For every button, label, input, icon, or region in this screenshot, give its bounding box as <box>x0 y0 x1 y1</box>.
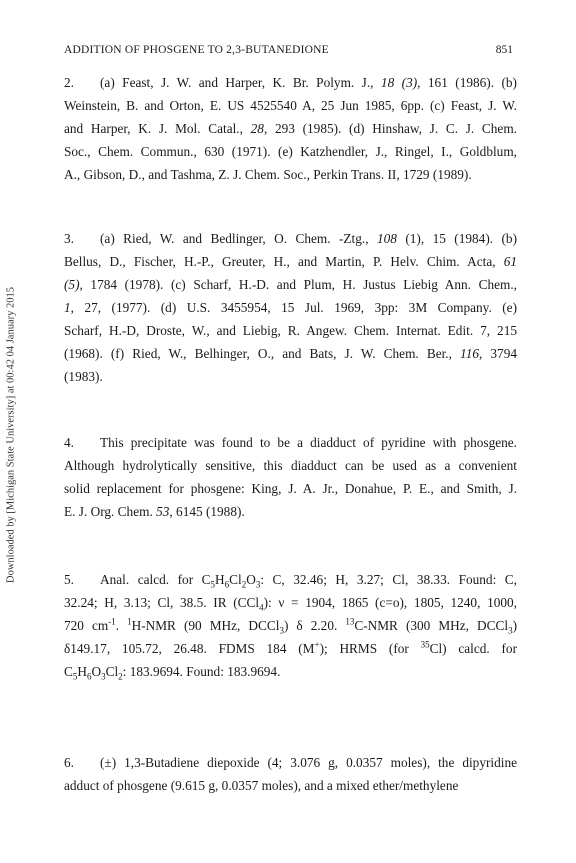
reference-text-run: 3 <box>279 625 284 636</box>
page-number: 851 <box>495 44 513 56</box>
reference-text-run: 3 <box>508 625 513 636</box>
reference-line <box>64 273 517 296</box>
reference-text-run: Cl <box>105 664 119 679</box>
reference-text-run: adduct of phosgene (9.615 g, 0.0357 moles), and a mixed ether/methylene <box>64 778 459 793</box>
reference-number: 5. <box>64 572 74 587</box>
reference-text-run: 5 <box>210 579 216 590</box>
reference-line <box>64 365 517 388</box>
reference-line <box>64 568 517 591</box>
download-notice: Downloaded by [Michigan State University] at 00:42 04 January 2015 <box>5 287 17 583</box>
reference-line <box>64 94 517 117</box>
reference-text-run: 53 <box>156 504 170 519</box>
reference-text-run: 2 <box>241 579 247 590</box>
reference-text-run: and Harper, K. J. Mol. Catal., <box>64 121 251 136</box>
reference-4 <box>64 431 517 523</box>
reference-text-run: -1 <box>108 616 116 627</box>
reference-text-run: : C, 32.46; H, 3.27; Cl, 38.33. Found: C, <box>260 572 517 587</box>
reference-text-run: (5) <box>64 277 80 292</box>
reference-text-run: ): ν = 1904, 1865 (c=o), 1805, 1240, 1000, <box>263 595 517 610</box>
reference-text-run: : 183.9694. Found: 183.9694. <box>122 664 281 679</box>
reference-text-run: H <box>77 664 87 679</box>
reference-number: 4. <box>64 435 74 450</box>
reference-line <box>64 500 517 523</box>
running-title: ADDITION OF PHOSGENE TO 2,3-BUTANEDIONE <box>64 44 329 56</box>
reference-line <box>64 591 517 614</box>
reference-text-run: + <box>314 639 320 650</box>
reference-text-run: (a) Feast, J. W. and Harper, K. Br. Polym. J., <box>100 75 381 90</box>
reference-text-run: C <box>64 664 73 679</box>
reference-line <box>64 637 517 660</box>
reference-line <box>64 250 517 273</box>
reference-line <box>64 431 517 454</box>
reference-text-run: 116 <box>460 346 479 361</box>
reference-text-run: , 3794 <box>479 346 518 361</box>
reference-6 <box>64 751 517 797</box>
reference-number: 2. <box>64 75 74 90</box>
reference-text-run: O <box>246 572 256 587</box>
reference-3 <box>64 227 517 388</box>
reference-text-run: Weinstein, B. and Orton, E. US 4525540 A, 25 Jun 1985, 6pp. (c) Feast, J. W. <box>64 98 517 113</box>
reference-text-run: Soc., Chem. Commun., 630 (1971). (e) Katzhendler, J., Ringel, I., Goldblum, <box>64 144 517 159</box>
reference-text-run: 1 <box>64 300 71 315</box>
reference-text-run: ) <box>512 618 518 633</box>
reference-line <box>64 751 517 774</box>
reference-text-run: 18 (3) <box>380 75 418 90</box>
reference-text-run: Bellus, D., Fischer, H.-P., Greuter, H., and Martin, P. Helv. Chim. Acta, <box>64 254 504 269</box>
reference-text-run: (±) 1,3-Butadiene diepoxide (4; 3.076 g, 0.0357 moles), the dipyridine <box>100 755 517 770</box>
reference-text-run: 28 <box>250 121 264 136</box>
reference-text-run: , 161 (1986). (b) <box>417 75 517 90</box>
reference-line <box>64 227 517 250</box>
reference-text-run: 13 <box>345 616 355 627</box>
reference-text-run: O <box>91 664 102 679</box>
reference-text-run: 2 <box>118 671 123 682</box>
reference-text-run: , 1784 (1978). (c) Scharf, H.-D. and Plum, H. Justus Liebig Ann. Chem., <box>79 277 517 292</box>
reference-text-run: 4 <box>259 602 264 613</box>
reference-text-run: . <box>115 618 128 633</box>
reference-line <box>64 163 517 186</box>
page-header <box>64 44 513 60</box>
reference-text-run: 108 <box>376 231 397 246</box>
reference-line <box>64 660 517 683</box>
reference-line <box>64 71 517 94</box>
reference-text-run: δ149.17, 105.72, 26.48. FDMS 184 (M <box>64 641 315 656</box>
reference-text-run: This precipitate was found to be a diadduct of pyridine with phosgene. <box>100 435 517 450</box>
reference-text-run: E. J. Org. Chem. <box>64 504 157 519</box>
download-notice-margin <box>2 255 20 615</box>
reference-text-run: 1 <box>127 616 132 627</box>
reference-text-run: A., Gibson, D., and Tashma, Z. J. Chem. Soc., Perkin Trans. II, 1729 (1989). <box>64 167 472 182</box>
reference-text-run: , 293 (1985). (d) Hinshaw, J. C. J. Chem. <box>263 121 517 136</box>
reference-line <box>64 614 517 637</box>
reference-line <box>64 774 517 797</box>
reference-line <box>64 454 517 477</box>
reference-text-run: 35 <box>420 639 430 650</box>
reference-text-run: (1), 15 (1984). (b) <box>396 231 517 246</box>
reference-line <box>64 140 517 163</box>
reference-text-run: C-NMR (300 MHz, DCCl <box>354 618 509 633</box>
reference-number: 6. <box>64 755 74 770</box>
reference-text-run: Cl) calcd. for <box>429 641 517 656</box>
reference-text-run: (1968). (f) Ried, W., Belhinger, O., and Bats, J. W. Chem. Ber., <box>64 346 461 361</box>
reference-text-run: , 27, (1977). (d) U.S. 3455954, 15 Jul. 1969, 3pp: 3M Company. (e) <box>70 300 517 315</box>
reference-text-run: ) δ 2.20. <box>283 618 346 633</box>
reference-line <box>64 117 517 140</box>
reference-text-run: 5 <box>72 671 78 682</box>
reference-text-run: Scharf, H.-D, Droste, W., and Liebig, R. Angew. Chem. Internat. Edit. 7, 215 <box>64 323 517 338</box>
reference-text-run: 720 cm <box>64 618 109 633</box>
reference-text-run: , 6145 (1988). <box>169 504 245 519</box>
reference-text-run: ); HRMS (for <box>319 641 421 656</box>
reference-line <box>64 319 517 342</box>
reference-text-run: Anal. calcd. for C <box>100 572 211 587</box>
reference-number: 3. <box>64 231 74 246</box>
reference-text-run: (a) Ried, W. and Bedlinger, O. Chem. -Ztg., <box>100 231 377 246</box>
reference-text-run: 6 <box>86 671 92 682</box>
reference-2 <box>64 71 517 186</box>
reference-text-run: Although hydrolytically sensitive, this diadduct can be used as a convenient <box>64 458 517 473</box>
reference-text-run: Cl <box>229 572 242 587</box>
reference-text-run: 32.24; H, 3.13; Cl, 38.5. IR (CCl <box>64 595 260 610</box>
reference-text-run: 3 <box>255 579 261 590</box>
reference-text-run: (1983). <box>64 369 103 384</box>
reference-text-run: 61 <box>503 254 517 269</box>
reference-5 <box>64 568 517 683</box>
reference-text-run: H-NMR (90 MHz, DCCl <box>131 618 280 633</box>
reference-text-run: 3 <box>101 671 106 682</box>
reference-text-run: solid replacement for phosgene: King, J. A. Jr., Donahue, P. E., and Smith, J. <box>64 481 517 496</box>
reference-line <box>64 342 517 365</box>
reference-line <box>64 296 517 319</box>
reference-text-run: 6 <box>224 579 230 590</box>
reference-text-run: H <box>215 572 225 587</box>
reference-line <box>64 477 517 500</box>
